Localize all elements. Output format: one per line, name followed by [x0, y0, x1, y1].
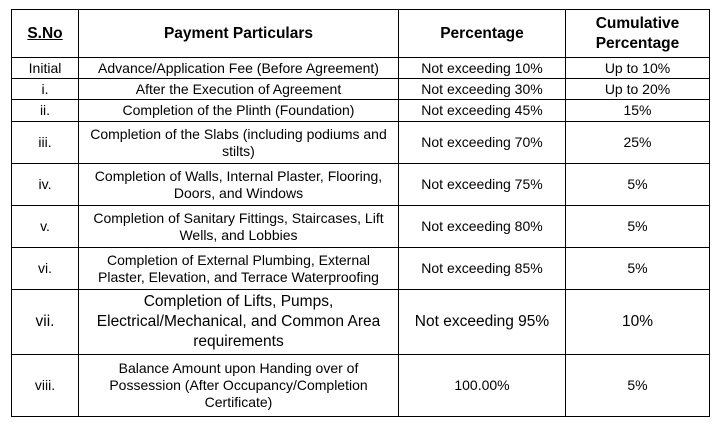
cell-percentage: Not exceeding 95%: [399, 290, 566, 355]
header-particulars: Payment Particulars: [79, 10, 399, 58]
cell-particulars: Completion of Sanitary Fittings, Staircases, Lift Wells, and Lobbies: [79, 206, 399, 248]
cell-percentage: Not exceeding 10%: [399, 58, 566, 79]
cell-cumulative: 5%: [566, 164, 710, 206]
cell-cumulative: 15%: [566, 100, 710, 122]
cell-cumulative: 5%: [566, 355, 710, 417]
cell-percentage: Not exceeding 85%: [399, 248, 566, 290]
header-percentage: Percentage: [399, 10, 566, 58]
cell-sno: v.: [12, 206, 79, 248]
cell-particulars: Advance/Application Fee (Before Agreement): [79, 58, 399, 79]
cell-particulars: Completion of the Slabs (including podiums and stilts): [79, 122, 399, 164]
table-row: [12, 290, 710, 355]
cell-cumulative: Up to 10%: [566, 58, 710, 79]
payment-schedule-table: [11, 9, 710, 417]
cell-sno: iii.: [12, 122, 79, 164]
cell-sno: viii.: [12, 355, 79, 417]
cell-percentage: Not exceeding 70%: [399, 122, 566, 164]
cell-percentage: 100.00%: [399, 355, 566, 417]
table-row: [12, 355, 710, 417]
cell-cumulative: 25%: [566, 122, 710, 164]
cell-sno: i.: [12, 79, 79, 100]
cell-cumulative: 5%: [566, 248, 710, 290]
table-row: [12, 100, 710, 122]
cell-percentage: Not exceeding 30%: [399, 79, 566, 100]
cell-particulars: Completion of the Plinth (Foundation): [79, 100, 399, 122]
cell-particulars: Completion of Walls, Internal Plaster, Flooring, Doors, and Windows: [79, 164, 399, 206]
cell-sno: vi.: [12, 248, 79, 290]
cell-cumulative: Up to 20%: [566, 79, 710, 100]
table-row: [12, 248, 710, 290]
cell-particulars: Completion of External Plumbing, External Plaster, Elevation, and Terrace Waterproofing: [79, 248, 399, 290]
table-row: [12, 58, 710, 79]
cell-particulars: After the Execution of Agreement: [79, 79, 399, 100]
cell-sno: Initial: [12, 58, 79, 79]
table-row: [12, 122, 710, 164]
cell-sno: vii.: [12, 290, 79, 355]
cell-particulars: Balance Amount upon Handing over of Possession (After Occupancy/Completion Certificate): [79, 355, 399, 417]
cell-cumulative: 5%: [566, 206, 710, 248]
cell-percentage: Not exceeding 45%: [399, 100, 566, 122]
table-row: [12, 79, 710, 100]
cell-sno: iv.: [12, 164, 79, 206]
cell-sno: ii.: [12, 100, 79, 122]
header-cumulative: Cumulative Percentage: [566, 10, 710, 58]
cell-percentage: Not exceeding 75%: [399, 164, 566, 206]
header-sno: S.No: [12, 10, 79, 58]
cell-percentage: Not exceeding 80%: [399, 206, 566, 248]
header-row: [12, 10, 710, 58]
cell-particulars: Completion of Lifts, Pumps, Electrical/Mechanical, and Common Area requirements: [79, 290, 399, 355]
cell-cumulative: 10%: [566, 290, 710, 355]
table-row: [12, 164, 710, 206]
table-row: [12, 206, 710, 248]
